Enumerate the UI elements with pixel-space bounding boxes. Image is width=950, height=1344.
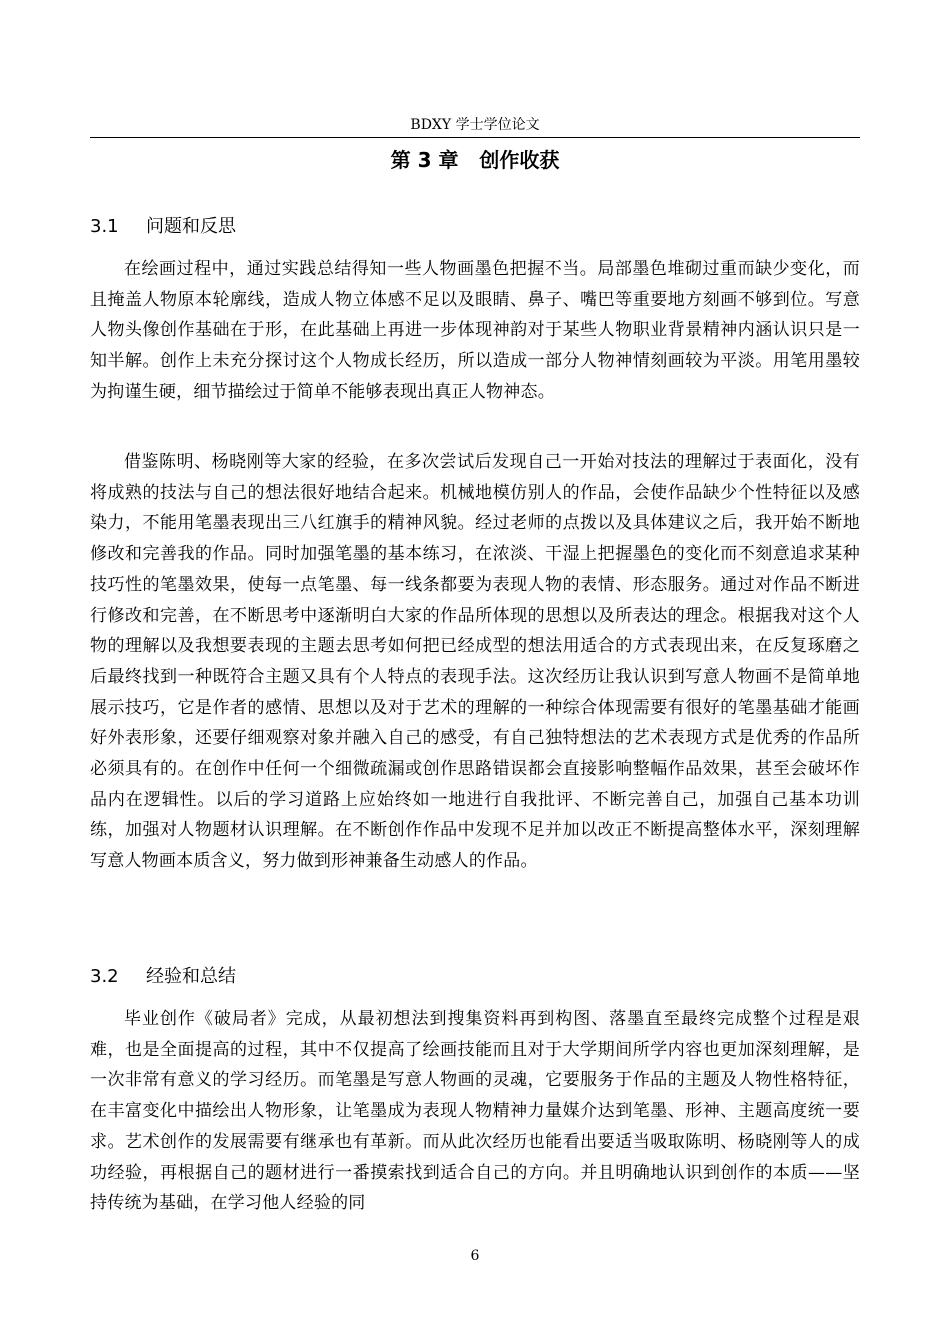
page-number: 6 [470,1248,480,1264]
section-title: 问题和反思 [146,216,236,237]
running-header: BDXY 学士学位论文 [410,117,540,133]
section-number: 3.1 [90,216,119,237]
paragraph: 毕业创作《破局者》完成，从最初想法到搜集资料再到构图、落墨直至最终完成整个过程是艰难，也是全面提高的过程，其中不仅提高了绘画技能而且对于大学期间所学内容也更加深刻理解，是一次非常有意义的学习经历。而笔墨是写意人物画的灵魂，它要服务于作品的主题及人物性格特征，在丰富变化中描绘出人物形象，让笔墨成为表现人物精神力量媒介达到笔墨、形神、主题高度统一要求。艺术创作的发展需要有继承也有革新。而从此次经历也能看出要适当吸取陈明、杨晓刚等人的成功经验，再根据自己的题材进行一番摸索找到适合自己的方向。并且明确地认识到创作的本质——坚持传统为基础，在学习他人经验的同 [90,1009,860,1214]
paragraph: 在绘画过程中，通过实践总结得知一些人物画墨色把握不当。局部墨色堆砌过重而缺少变化，而且掩盖人物原本轮廓线，造成人物立体感不足以及眼睛、鼻子、嘴巴等重要地方刻画不够到位。写意人物头像创作基础在于形，在此基础上再进一步体现神韵对于某些人物职业背景精神内涵认识只是一知半解。创作上未充分探讨这个人物成长经历，所以造成一部分人物神情刻画较为平淡。用笔用墨较为拘谨生硬，细节描绘过于简单不能够表现出真正人物神态。 [90,259,860,402]
section-heading-3-2 [90,964,860,990]
header-rule [90,137,860,138]
chapter-title: 第 3 章 创作收获 [390,148,560,172]
section-number: 3.2 [90,966,119,987]
section-title: 经验和总结 [146,966,236,987]
paragraph: 借鉴陈明、杨晓刚等大家的经验，在多次尝试后发现自己一开始对技法的理解过于表面化，没有将成熟的技法与自己的想法很好地结合起来。机械地模仿别人的作品，会使作品缺少个性特征以及感染力，不能用笔墨表现出三八红旗手的精神风貌。经过老师的点拨以及具体建议之后，我开始不断地修改和完善我的作品。同时加强笔墨的基本练习，在浓淡、干湿上把握墨色的变化而不刻意追求某种技巧性的笔墨效果，使每一点笔墨、每一线条都要为表现人物的表情、形态服务。通过对作品不断进行修改和完善，在不断思考中逐渐明白大家的作品所体现的思想以及所表达的理念。根据我对这个人物的理解以及我想要表现的主题去思考如何把已经成型的想法用适合的方式表现出来，在反复琢磨之后最终找到一种既符合主题又具有个人特点的表现手法。这次经历让我认识到写意人物画不是简单地展示技巧，它是作者的感情、思想以及对于艺术的理解的一种综合体现需要有很好的笔墨基础才能画好外表形象，还要仔细观察对象并融入自己的感受，有自己独特想法的艺术表现方式是优秀的作品所必须具有的。在创作中任何一个细微疏漏或创作思路错误都会直接影响整幅作品效果，甚至会破坏作品内在逻辑性。以后的学习道路上应始终如一地进行自我批评、不断完善自己，加强自己基本功训练，加强对人物题材认识理解。在不断创作作品中发现不足并加以改正不断提高整体水平，深刻理解写意人物画本质含义，努力做到形神兼备生动感人的作品。 [90,452,860,872]
section-heading-3-1 [90,214,860,240]
